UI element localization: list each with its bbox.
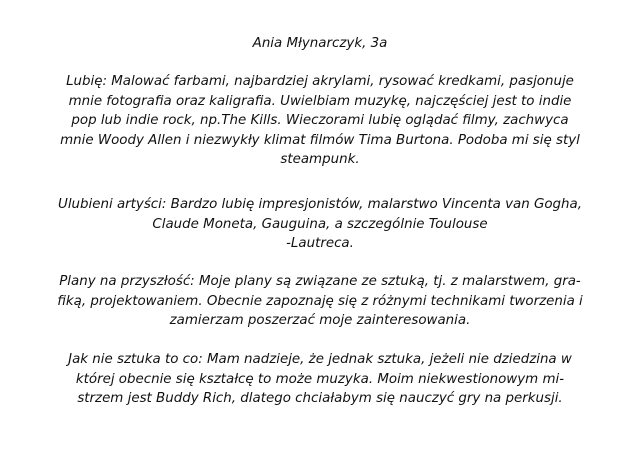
text-line: Claude Moneta, Gauguina, a szczególnie Toulouse [152, 216, 488, 232]
text-line: strzem jest Buddy Rich, dlatego chciałabym się nauczyć gry na perkusji. [77, 391, 563, 407]
text-line: mnie fotografia oraz kaligrafia. Uwielbiam muzykę, najczęściej jest to indie [68, 93, 572, 109]
text-line: pop lub indie rock, np.The Kills. Wieczorami lubię oglądać filmy, zachwyca [71, 113, 569, 129]
text-line: mnie Woody Allen i niezwykły klimat filmów Tima Burtona. Podoba mi się styl [60, 132, 580, 148]
paragraph-alternative [22, 350, 618, 409]
text-line: steampunk. [280, 152, 360, 168]
author-heading: Ania Młynarczyk, 3a [252, 36, 388, 51]
text-line: Lubię: Malować farbami, najbardziej akrylami, rysować kredkami, pasjonuje [66, 74, 574, 89]
text-line: zamierzam poszerzać moje zainteresowania. [169, 313, 471, 329]
text-line: Ulubieni artyści: Bardzo lubię impresjonistów, malarstwo Vincenta van Gogha, [58, 197, 582, 212]
paragraph-likes [22, 72, 618, 170]
paragraph-future-plans [22, 272, 618, 331]
text-line: fiką, projektowaniem. Obecnie zapoznaję się z różnymi technikami tworzenia i [57, 293, 583, 309]
text-line: Plany na przyszłość: Moje plany są związane ze sztuką, tj. z malarstwem, gra- [59, 274, 581, 289]
text-line: której obecnie się kształcę to może muzyka. Moim niekwestionowym mi- [75, 371, 565, 387]
text-line: -Lautreca. [286, 236, 354, 252]
text-line: Jak nie sztuka to co: Mam nadzieje, że jednak sztuka, jeżeli nie dziedzina w [68, 352, 572, 367]
paragraph-favourite-artists [22, 195, 618, 254]
